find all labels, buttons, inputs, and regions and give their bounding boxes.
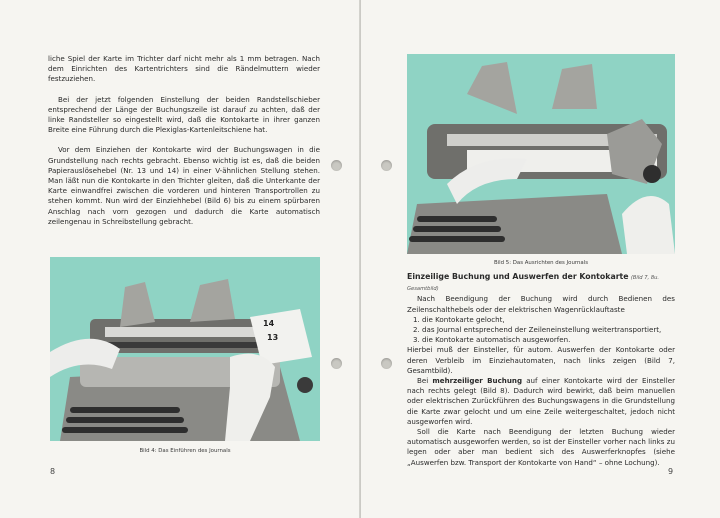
para3-prefix: Bei: [417, 376, 433, 386]
typewriter-photo-align-journal: [407, 54, 675, 254]
left-text-block: [48, 54, 320, 227]
list-item: 3. die Kontokarte automatisch ausgeworfen.: [413, 335, 571, 345]
punch-hole: [331, 358, 342, 369]
left-paragraph-1: liche Spiel der Karte im Trichter darf nicht mehr als 1 mm betragen. Nach dem Einrichten des Kartentrichters sind die Rändelmuttern wieder festzuziehen.: [48, 54, 320, 84]
right-text-block: [407, 272, 675, 468]
list-item: 1. die Kontokarte gelocht,: [413, 314, 505, 324]
figure-label-13: 13: [267, 333, 279, 342]
section-heading-note: (Bild 7, 8u. Gesamtbild): [407, 275, 660, 293]
punch-hole: [331, 160, 342, 171]
typewriter-photo-insert-journal: [50, 257, 320, 441]
right-page: [361, 0, 720, 518]
para3-rest: auf einer Kontokarte wird der Einsteller nach rechts gelegt (Bild 8). Dadurch wird bewirkt, daß beim manuellen oder elektrischen Zurückführen des Buchungswagens in die Grundstellung die Karte zwar gelocht und um eine Zeile weitergeschaltet, jedoch nicht ausgeworfen wird.: [407, 376, 675, 426]
right-paragraph-3: [407, 376, 675, 427]
left-paragraph-3: Vor dem Einziehen der Kontokarte wird der Buchungswagen in die Grundstellung nach rechts gebracht. Ebenso wichtig ist es, daß die beiden Papierauslösehebel (Nr. 13 und 14) in einer V-ähnlichen Stellung stehen. Man läßt nun die Kontokarte in den Trichter gleiten, daß die Unterkante der Karte einwandfrei zwischen die vorderen und hinteren Transportrollen zu stehen kommt. Nun wird der Einziehhebel (Bild 6) bis zu einem spürbaren Anschlag nach vorn gezogen und dadurch die Karte automatisch zeilengenau in Schreibstellung gebracht.: [48, 145, 320, 226]
list-item: 2. das Journal entsprechend der Zeileneinstellung weitertransportiert,: [413, 325, 662, 335]
page-number-right: 9: [668, 467, 674, 476]
figure-label-14: 14: [263, 319, 275, 328]
typewriter-illustration: [50, 257, 320, 441]
punch-hole: [381, 160, 392, 171]
figure-4-caption: Bild 4: Das Einführen des Journals: [139, 448, 231, 454]
page-number-left: 8: [50, 467, 56, 476]
right-paragraph-2: Hierbei muß der Einsteller, für autom. Auswerfen der Kontokarte oder deren Verbleib im Einziehautomaten, nach links zeigen (Bild 7, Gesamtbild).: [407, 345, 675, 375]
section-heading: Einzeilige Buchung und Auswerfen der Kontokarte: [407, 272, 629, 281]
right-paragraph-4: Soll die Karte nach Beendigung der letzten Buchung wieder automatisch ausgeworfen werden, so ist der Einsteller vorher nach links zu legen oder aber man bedient sich des Auswerferknopfes (siehe „Auswerfen bzw. Transport der Kontokarte von Hand“ – ohne Lochung).: [407, 427, 675, 467]
right-intro-paragraph: Nach Beendigung der Buchung wird durch Bedienen des Zeilenschalthebels oder der elektrischen Wagenrücklauftaste: [407, 294, 675, 314]
para3-bold: mehrzeiliger Buchung: [432, 376, 523, 386]
left-paragraph-2: Bei der jetzt folgenden Einstellung der beiden Randstellschieber entsprechend der Länge der Buchungszeile ist darauf zu achten, daß der linke Randsteller so eingestellt wird, daß die Kontokarte in ihrer ganzen Breite eine Führung durch die Plexiglas-Kartenleitschiene hat.: [48, 94, 320, 135]
figure-5-caption: Bild 5: Das Ausrichten des Journals: [493, 260, 589, 266]
punch-hole: [381, 358, 392, 369]
typewriter-illustration: [407, 54, 675, 254]
